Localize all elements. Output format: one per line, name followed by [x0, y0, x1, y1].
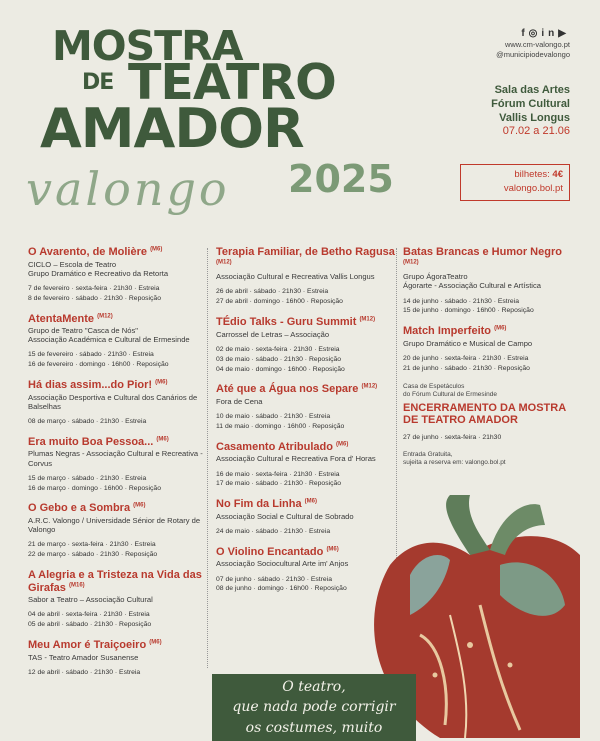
event-date-line: 11 de maio · domingo · 16h00 · Reposição	[216, 422, 345, 430]
event-date-line: 08 de março · sábado · 21h30 · Estreia	[28, 417, 147, 425]
event-title-text: Casamento Atribulado	[216, 440, 333, 453]
event-item	[216, 383, 396, 431]
event-title-text: O Gebo e a Sombra	[28, 502, 131, 515]
event-item	[216, 246, 396, 307]
event-dates	[28, 350, 203, 370]
event-date-line: 26 de abril · sábado · 21h30 · Estreia	[216, 288, 329, 296]
age-rating: (M12)	[361, 383, 378, 390]
event-group: A.R.C. Valongo / Universidade Sénior de Rotary de Valongo	[28, 515, 201, 535]
event-group: Associação Sociocultural Arte im' Anjos	[216, 559, 349, 569]
event-group: Grupo ÁgoraTeatro Ágorarte - Associação Cultural e Artística	[403, 272, 542, 291]
event-group: Plumas Negras - Associação Cultural e Recreativa - Corvus	[28, 449, 203, 468]
event-date-line: 27 de abril · domingo · 16h00 · Reposição	[216, 298, 343, 306]
event-title	[216, 316, 396, 329]
linkedin-icon[interactable]: in	[541, 28, 559, 39]
tickets-box	[460, 164, 570, 201]
social-handle: @municipiodevalongo	[496, 49, 570, 59]
closing-note: Entrada Gratuita, sujeita a reserva em: valongo.bol.pt	[403, 450, 506, 467]
event-title	[28, 569, 203, 594]
closing-place: Casa de Espetáculos do Fórum Cultural de Ermesinde	[403, 382, 497, 399]
event-dates	[216, 470, 396, 490]
event-date-line: 02 de maio · sexta-feira · 21h30 · Estreia	[216, 345, 340, 353]
event-group: CICLO – Escola de Teatro Grupo Dramático e Recreativo da Retorta	[28, 259, 169, 278]
event-title-text: A Alegria e a Tristeza na Vida das Girafas	[28, 568, 202, 594]
age-rating: (M6)	[336, 441, 349, 448]
event-item	[28, 502, 203, 560]
venue-line: Sala das Artes	[494, 84, 570, 96]
venue-block	[491, 84, 570, 139]
event-date-line: 20 de junho · sexta-feira · 21h30 · Estreia	[403, 354, 529, 362]
title-amador: AMADOR	[40, 97, 304, 160]
quote-line: O teatro,	[282, 679, 346, 695]
closing-date: 27 de junho · sexta-feira · 21h30	[403, 433, 502, 441]
age-rating: (M6)	[155, 379, 168, 386]
event-date-line: 05 de abril · sábado · 21h30 · Reposição	[28, 621, 152, 629]
schedule-column-3	[403, 246, 573, 468]
event-item	[28, 639, 203, 678]
event-dates	[216, 412, 396, 432]
event-title	[403, 246, 573, 271]
event-title-text: TÉdio Talks - Guru Summit	[216, 316, 357, 329]
event-item	[216, 441, 396, 489]
event-date-line: 07 de junho · sábado · 21h30 · Estreia	[216, 575, 333, 583]
event-date-line: 12 de abril · sábado · 21h30 · Estreia	[28, 668, 141, 676]
event-dates	[403, 297, 573, 317]
facebook-icon[interactable]: f	[521, 28, 529, 39]
event-title-text: Batas Brancas e Humor Negro	[403, 246, 562, 258]
event-date-line: 8 de fevereiro · sábado · 21h30 · Reposição	[28, 294, 161, 302]
event-date-line: 04 de maio · domingo · 16h00 · Reposição	[216, 365, 345, 373]
event-title	[216, 246, 396, 271]
quote-line: os costumes, muito	[245, 719, 383, 736]
event-title	[403, 325, 573, 338]
closing-title: ENCERRAMENTO DA MOSTRA DE TEATRO AMADOR	[403, 401, 566, 427]
event-item	[28, 436, 203, 494]
social-icons	[521, 28, 570, 39]
event-group: Carrossel de Letras – Associação	[216, 329, 330, 339]
title-de: DE	[82, 70, 114, 95]
event-date-line: 15 de junho · domingo · 16h00 · Reposição	[403, 307, 534, 315]
event-dates	[28, 417, 203, 427]
event-title-text: AtentaMente	[28, 312, 95, 325]
event-date-line: 24 de maio · sábado · 21h30 · Estreia	[216, 527, 331, 535]
event-title-text: O Avarento, de Molière	[28, 246, 147, 258]
event-group: Grupo Dramático e Musical de Campo	[403, 338, 533, 348]
age-rating: (M6)	[304, 498, 317, 505]
age-rating: (M12)	[97, 312, 113, 319]
event-group: Associação Cultural e Recreativa Fora d' Horas	[216, 454, 376, 464]
event-date-line: 08 de junho · domingo · 16h00 · Reposição	[216, 585, 347, 593]
event-group: Associação Social e Cultural de Sobrado	[216, 511, 354, 521]
event-date-line: 10 de maio · sábado · 21h30 · Estreia	[216, 413, 331, 421]
event-date-line: 15 de março · sábado · 21h30 · Estreia	[28, 474, 147, 482]
event-date-line: 17 de maio · sábado · 21h30 · Reposição	[216, 480, 342, 488]
venue-dates: 07.02 a 21.06	[502, 125, 570, 138]
event-group: Associação Cultural e Recreativa Vallis Longus	[216, 272, 375, 282]
event-item	[216, 316, 396, 374]
event-dates	[28, 540, 203, 560]
event-group: TAS - Teatro Amador Susanense	[28, 652, 139, 662]
event-date-line: 16 de março · domingo · 16h00 · Reposição	[28, 484, 161, 492]
valongo-wordmark: valongo	[26, 162, 230, 216]
event-group: Fora de Cena	[216, 397, 263, 406]
event-title-text: Match Imperfeito	[403, 325, 492, 338]
event-date-line: 15 de fevereiro · sábado · 21h30 · Estreia	[28, 351, 154, 359]
tickets-label: bilhetes:	[514, 169, 550, 180]
event-item	[28, 246, 203, 304]
event-item	[28, 379, 203, 427]
venue-line: Vallis Longus	[499, 111, 570, 124]
event-title-text: Era muito Boa Pessoa...	[28, 435, 154, 448]
title-mostra: MOSTRA	[52, 22, 243, 70]
age-rating: (M12)	[359, 316, 376, 323]
event-title	[28, 436, 203, 449]
event-item	[28, 313, 203, 371]
event-title	[216, 383, 396, 396]
quote-line: que nada pode corrigir	[232, 699, 396, 716]
event-title-text: Até que a Água nos Separe	[216, 383, 359, 396]
event-dates	[28, 284, 203, 304]
event-title-text: O Violino Encantado	[216, 545, 324, 558]
event-date-line: 03 de maio · sábado · 21h30 · Reposição	[216, 355, 342, 363]
event-date-line: 14 de junho · sábado · 21h30 · Estreia	[403, 297, 520, 305]
event-title-text: Há dias assim...do Pior!	[28, 379, 153, 392]
age-rating: (M16)	[68, 581, 85, 588]
title-teatro: TEATRO	[128, 54, 336, 111]
age-rating: (M6)	[156, 436, 169, 443]
age-rating: (M6)	[494, 325, 507, 332]
event-group: Sabor a Teatro – Associação Cultural	[28, 595, 153, 605]
event-date-line: 21 de junho · sábado · 21h30 · Reposição	[403, 364, 530, 372]
event-date-line: 16 de fevereiro · domingo · 16h00 · Reposição	[28, 361, 169, 369]
event-title	[216, 441, 396, 454]
age-rating: (M12)	[216, 258, 232, 265]
instagram-icon[interactable]: ◎	[528, 28, 542, 39]
age-rating: (M6)	[326, 546, 339, 553]
age-rating: (M12)	[403, 258, 419, 265]
age-rating: (M6)	[149, 639, 162, 646]
event-item	[403, 246, 573, 316]
event-dates	[216, 345, 396, 375]
event-title-text: No Fim da Linha	[216, 498, 302, 511]
quote-banner	[212, 674, 416, 741]
event-dates	[28, 474, 203, 494]
event-title	[28, 379, 203, 392]
event-date-line: 21 de março · sexta-feira · 21h30 · Estreia	[28, 541, 156, 549]
age-rating: (M6)	[133, 502, 146, 509]
event-date-line: 16 de maio · sexta-feira · 21h30 · Estreia	[216, 470, 340, 478]
column-divider	[207, 248, 209, 668]
age-rating: (M6)	[150, 246, 163, 253]
tickets-site[interactable]: valongo.bol.pt	[503, 183, 563, 195]
web-handles	[496, 40, 570, 60]
schedule-column-1	[28, 246, 203, 687]
event-date-line: 22 de março · sábado · 21h30 · Reposição	[28, 551, 158, 559]
event-date-line: 7 de fevereiro · sexta-feira · 21h30 · Estreia	[28, 284, 160, 292]
event-item	[403, 325, 573, 373]
event-group: Grupo de Teatro "Casca de Nós" Associação Académica e Cultural de Ermesinde	[28, 326, 190, 345]
event-dates	[28, 668, 203, 678]
event-date-line: 04 de abril · sexta-feira · 21h30 · Estreia	[28, 611, 150, 619]
event-title	[28, 313, 203, 326]
event-dates	[216, 287, 396, 307]
youtube-icon[interactable]: ▶	[558, 28, 570, 39]
venue-line: Fórum Cultural	[491, 97, 570, 110]
event-group: Associação Desportiva e Cultural dos Canários de Balselhas	[28, 392, 198, 411]
event-title	[28, 502, 203, 515]
website-link[interactable]: www.cm-valongo.pt	[504, 40, 570, 49]
event-dates	[28, 610, 203, 630]
event-title-text: Terapia Familiar, de Betho Ragusa	[216, 246, 395, 258]
event-title	[28, 639, 203, 652]
event-item	[28, 569, 203, 630]
event-title-text: Meu Amor é Traiçoeiro	[28, 638, 147, 651]
event-title	[28, 246, 203, 259]
event-dates	[403, 354, 573, 374]
year: 2025	[288, 157, 394, 201]
tickets-price: 4€	[552, 169, 563, 180]
